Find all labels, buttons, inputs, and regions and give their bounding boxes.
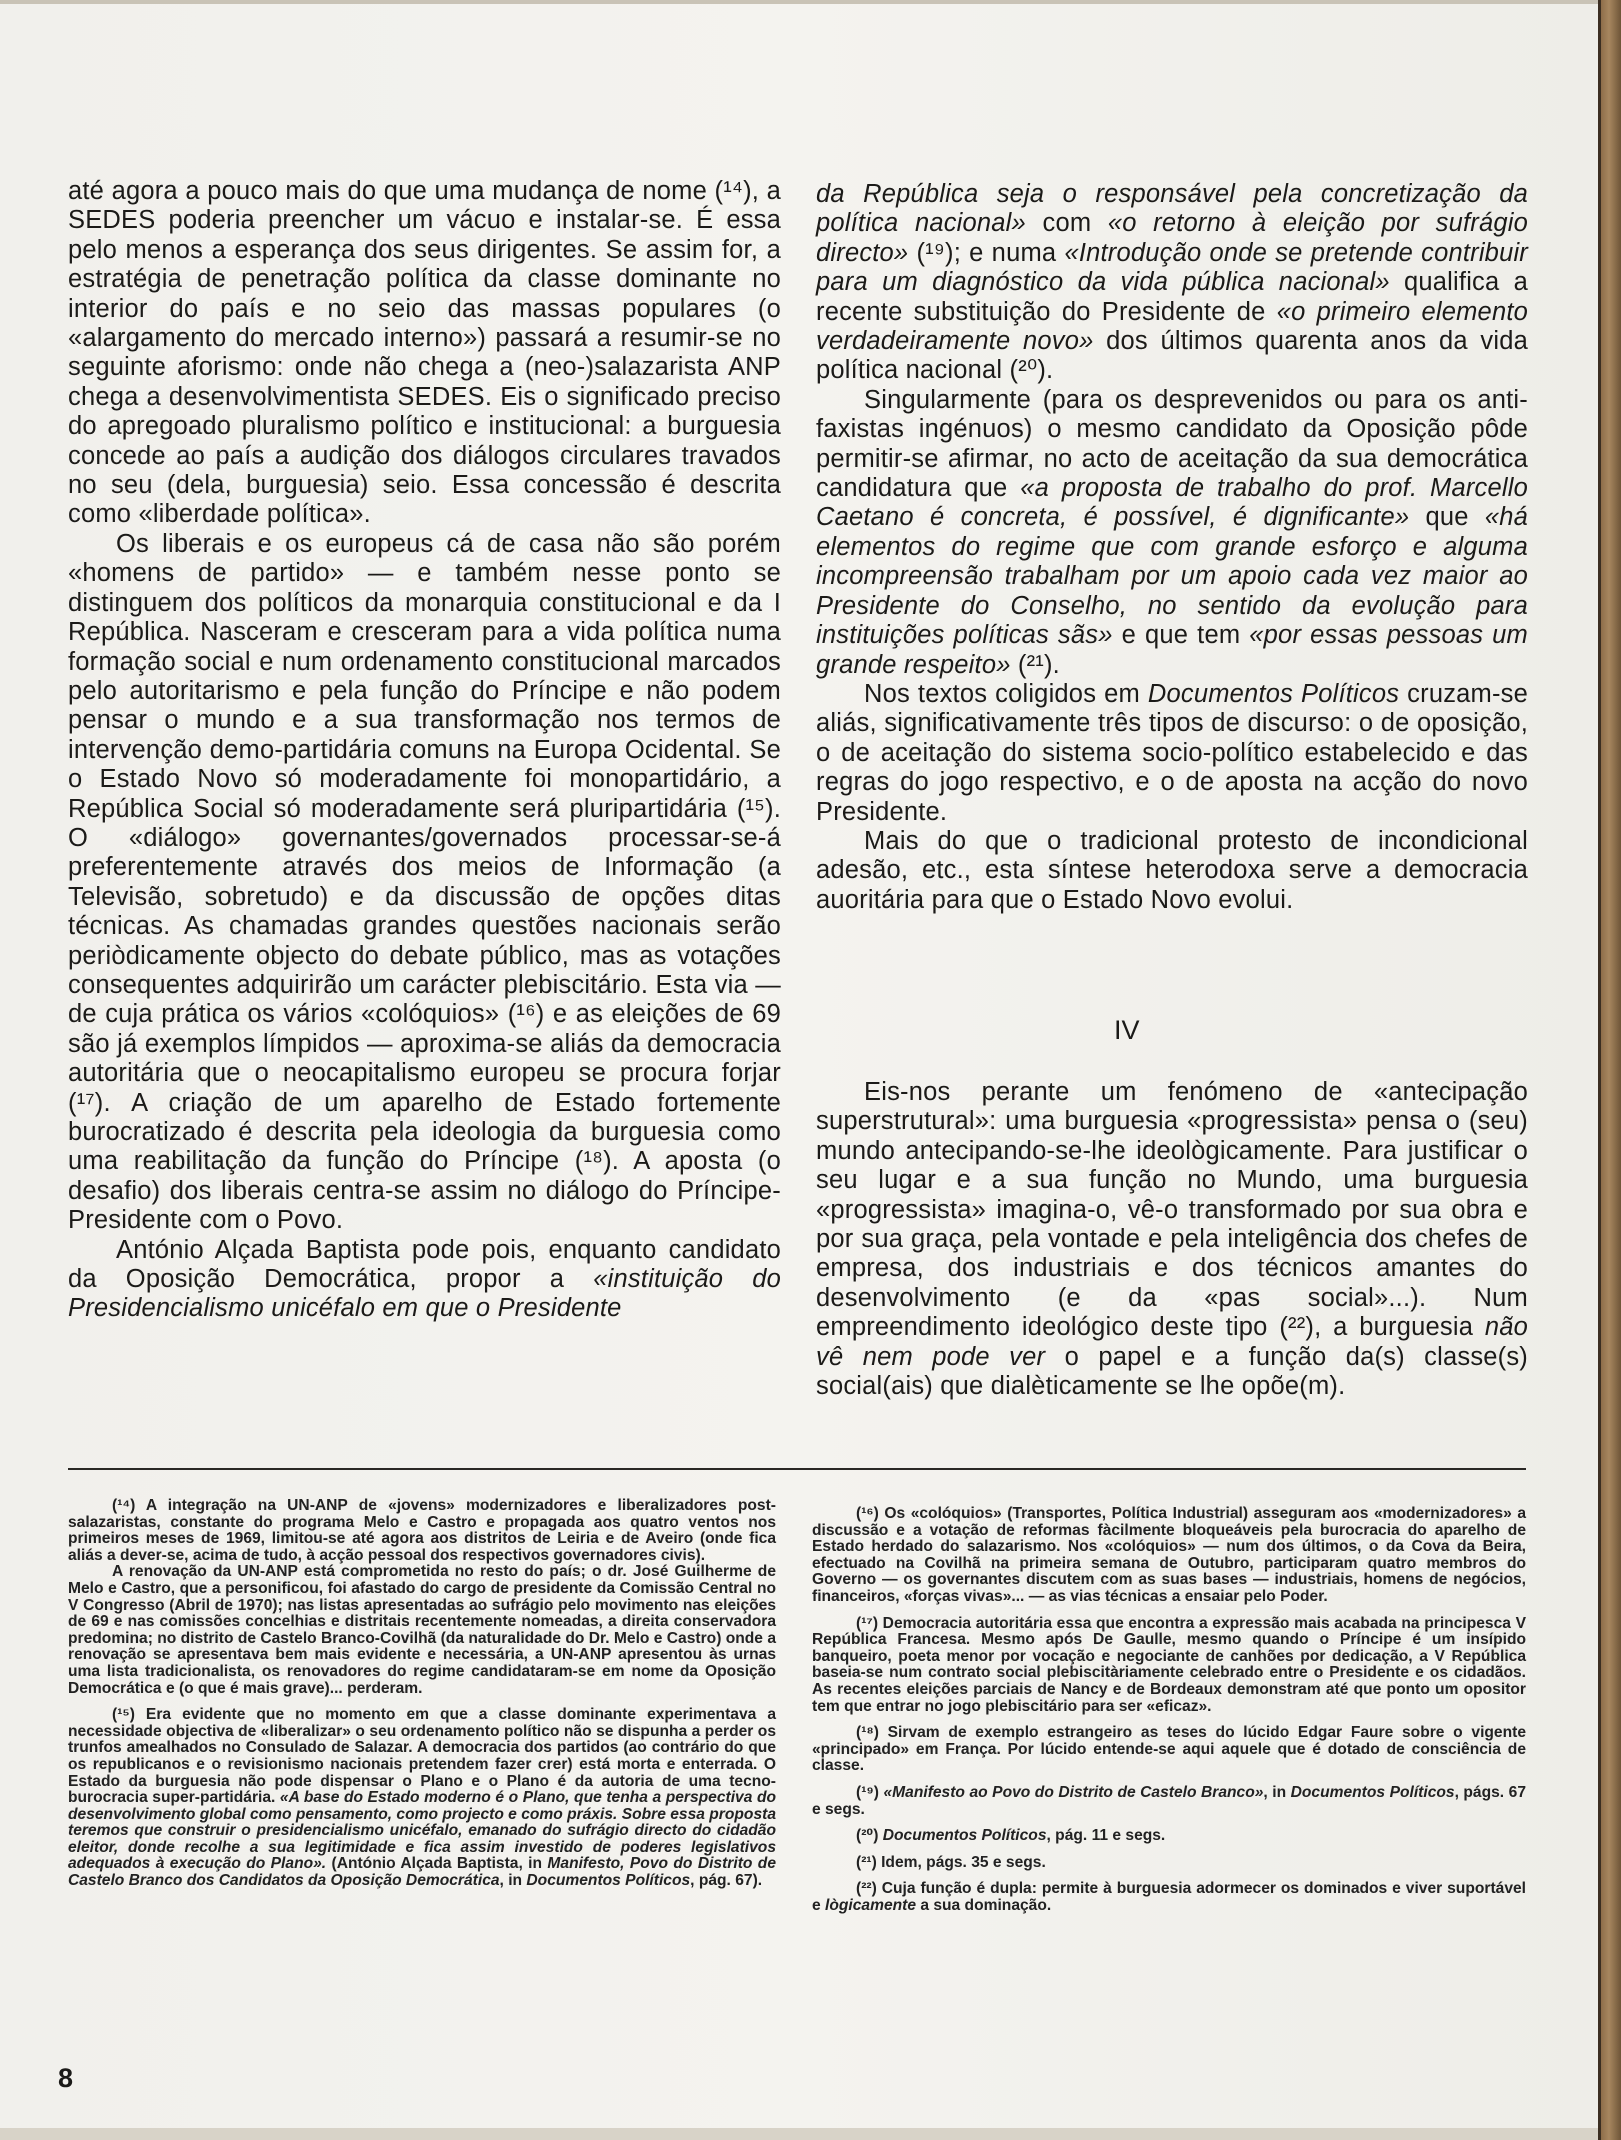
footnotes-left (68, 1498, 776, 1890)
right-text-column-section-iv (816, 1078, 1528, 1401)
left-text-column (68, 177, 781, 1324)
binding-spine (1601, 0, 1621, 2140)
footnote-22: (²²) Cuja função é dupla: permite à burguesia adormecer os dominados e viver suportável e lògicamente a sua dominação. (812, 1880, 1526, 1914)
footnote-15: (¹⁵) Era evidente que no momento em que a classe dominante experimentava a necessidade objectiva de «liberalizar» o seu ordenamento político não se dispunha a perder os trunfos amealhados no Consulado de Salazar. A democracia dos partidos (ao contrário do que os republicanos e o revisionismo nacionais pretendem fazer crer) está morta e enterrada. O Estado da burguesia não pode dispensar o Plano e o Plano é da autoria de uma tecno-burocracia super-partidária. «A base do Estado moderno é o Plano, que tenha a perspectiva do desenvolvimento global como pensamento, como projecto e como práxis. Sobre essa proposta teremos que construir o presidencialismo unicéfalo, emanado do sufrágio directo do cidadão eleitor, donde recolhe a sua legitimidade e fica assim investido de poderes legislativos adequados à execução do Plano». (António Alçada Baptista, in Manifesto, Povo do Distrito de Castelo Branco dos Candidatos da Oposição Democrática, in Documentos Políticos, pág. 67). (68, 1706, 777, 1890)
footnote-14: (¹⁴) A integração na UN-ANP de «jovens» modernizadores e liberalizadores post-salazaristas, constante do programa Melo e Castro e propagada aos quatro ventos nos primeiros meses de 1969, limitou-se até agora aos distritos de Leiria e de Aveiro (onde fica aliás a dever-se, acima de tudo, à acção pessoal dos respectivos governadores civis). (68, 1497, 776, 1564)
paragraph: Os liberais e os europeus cá de casa não são porém «homens de partido» — e também nesse ponto se distinguem dos políticos da monarquia constitucional e da I República. Nasceram e cresceram para a vida política numa formação social e num ordenamento constitucional marcados pelo autoritarismo e pela função do Príncipe e não podem pensar o mundo e a sua transformação nos termos de intervenção demo-partidária comuns na Europa Ocidental. Se o Estado Novo só moderadamente foi monopartidário, a República Social só moderadamente será pluripartidária (¹⁵). O «diálogo» governantes/governados processar-se-á preferentemente através dos meios de Informação (a Televisão, sobretudo) e da discussão de opções ditas técnicas. As chamadas grandes questões nacionais serão periòdicamente objecto do debate público, mas as votações consequentes adquirirão um carácter plebiscitário. Esta via — de cuja prática os vários «colóquios» (¹⁶) e as eleições de 69 são já exemplos límpidos — aproxima-se aliás da democracia autoritária que o neocapitalismo europeu se procura forjar (¹⁷). A criação de um aparelho de Estado fortemente burocratizado é descrita pela ideologia da burguesia como uma reabilitação da função do Príncipe (¹⁸). A aposta (o desafio) dos liberais centra-se assim no diálogo do Príncipe-Presidente com o Povo. (68, 529, 781, 1235)
paragraph: até agora a pouco mais do que uma mudança de nome (¹⁴), a SEDES poderia preencher um vácuo e instalar-se. É essa pelo menos a esperança dos seus dirigentes. Se assim for, a estratégia de penetração política da classe dominante no interior do país e no seio das massas populares (o «alargamento do mercado interno») passará a resumir-se no seguinte aforismo: onde não chega a (neo-)salazarista ANP chega a desenvolvimentista SEDES. Eis o significado preciso do apregoado pluralismo político e institucional: a burguesia concede ao país a audição dos diálogos circulares travados no seu (dela, burguesia) seio. Essa concessão é descrita como «liberdade política». (68, 177, 781, 529)
footnote-14-continued: A renovação da UN-ANP está comprometida no resto do país; o dr. José Guilherme de Melo e Castro, que a personificou, foi afastado do cargo de presidente da Comissão Central no V Congresso (Abril de 1970); nas listas apresentadas ao sufrágio pelo movimento nas eleições de 69 e nas comissões concelhias e distritais recentemente nomeadas, a direita conservadora predomina; no distrito de Castelo Branco-Covilhã (da naturalidade do Dr. Melo e Castro) onde a renovação se apresentava bem mais evidente e necessária, a UN-ANP apresentou às urnas uma lista tradicionalista, os renovadores do regime candidataram-se em nome da Oposição Democrática e (o que é mais grave)... perderam. (68, 1563, 776, 1697)
page-bottom-edge (0, 2128, 1600, 2140)
footnotes-right (812, 1506, 1526, 1914)
footnote-19: (¹⁹) «Manifesto ao Povo do Distrito de Castelo Branco», in Documentos Políticos, págs. 67 e segs. (812, 1783, 1526, 1818)
paragraph: Eis-nos perante um fenómeno de «antecipação superstrutural»: uma burguesia «progressista» pensa o (seu) mundo antecipando-se-lhe ideològicamente. Para justificar o seu lugar e a sua função no Mundo, uma burguesia «progressista» imagina-o, vê-o transformado por sua obra e por sua graça, pela vontade e pela inteligência dos chefes de empresa, dos industriais e dos técnicos amantes do desenvolvimento (e da «pas social»...). Num empreendimento ideológico deste tipo (²²), a burguesia não vê nem pode ver o papel e a função da(s) classe(s) social(ais) que dialèticamente se lhe opõe(m). (816, 1078, 1528, 1401)
page-top-edge (0, 0, 1600, 4)
footnote-20: (²⁰) Documentos Políticos, pág. 11 e segs. (856, 1827, 1166, 1845)
paragraph: da República seja o responsável pela concretização da política nacional» com «o retorno à eleição por sufrágio directo» (¹⁹); e numa «Introdução onde se pretende contribuir para um diagnóstico da vida pública nacional» qualifica a recente substituição do Presidente de «o primeiro elemento verdadeiramente novo» dos últimos quarenta anos da vida política nacional (²⁰). (816, 180, 1529, 385)
paragraph: Nos textos coligidos em Documentos Políticos cruzam-se aliás, significativamente três tipos de discurso: o de oposição, o de aceitação do sistema socio-político estabelecido e das regras do jogo respectivo, e o de aposta na acção do novo Presidente. (816, 679, 1528, 826)
footnote-21: (²¹) Idem, págs. 35 e segs. (856, 1853, 1046, 1871)
footnote-18: (¹⁸) Sirvam de exemplo estrangeiro as teses do lúcido Edgar Faure sobre o vigente «principado» em França. Por lúcido entende-se aqui aquele que é dotado de consciência de classe. (812, 1724, 1526, 1775)
paragraph: António Alçada Baptista pode pois, enquanto candidato da Oposição Democrática, propor a «instituição do Presidencialismo unicéfalo em que o Presidente (68, 1235, 781, 1323)
footnote-16: (¹⁶) Os «colóquios» (Transportes, Política Industrial) asseguram aos «modernizadores» a discussão e a votação de reformas fàcilmente bloqueáveis pela burocracia do aparelho de Estado herdado do salazarismo. Nos «colóquios» — num dos últimos, o da Cova da Beira, efectuado na Covilhã na primeira semana de Outubro, participaram quatro membros do Governo — os governantes discutem com as suas bases — industriais, homens de negócios, financeiros, «forças vivas»... — as vias técnicas a ensaiar pelo Poder. (812, 1505, 1526, 1605)
right-text-column (816, 180, 1528, 915)
page-number: 8 (58, 2063, 74, 2093)
paragraph: Singularmente (para os desprevenidos ou para os anti-faxistas ingénuos) o mesmo candidato da Oposição pôde permitir-se afirmar, no acto de aceitação da sua democrática candidatura que «a proposta de trabalho do prof. Marcello Caetano é concreta, é possível, é dignificante» que «há elementos do regime que com grande esforço e alguma incompreensão trabalham por um apoio cada vez maior ao Presidente do Conselho, no sentido da evolução para instituições políticas sãs» e que tem «por essas pessoas um grande respeito» (²¹). (816, 385, 1528, 679)
section-heading: IV (1114, 1015, 1140, 1045)
paragraph: Mais do que o tradicional protesto de incondicional adesão, etc., esta síntese heterodoxa serve a democracia auoritária para que o Estado Novo evolui. (816, 826, 1528, 914)
footnote-17: (¹⁷) Democracia autoritária essa que encontra a expressão mais acabada na principesca V República Francesa. Mesmo após De Gaulle, mesmo quando o Príncipe é um insípido banqueiro, poeta menor por vocação e negociante de canhões por dedicação, a V República baseia-se num contrato social plebiscitàriamente celebrado entre o Presidente e os cidadãos. As recentes eleições parciais de Nancy e de Bordeaux demonstram até que ponto um opositor tem que entrar no jogo plebiscitário para ser «eficaz». (812, 1614, 1526, 1715)
footnote-divider (68, 1468, 1526, 1470)
